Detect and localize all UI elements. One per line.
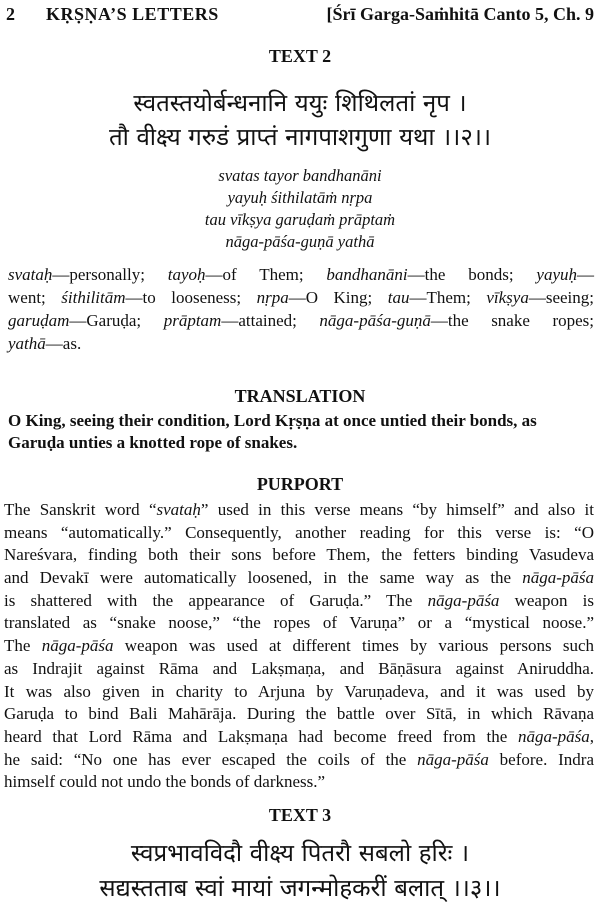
canto-reference: [Śrī Garga-Saṁhitā Canto 5, Ch. 9: [326, 4, 594, 24]
purport-line: [4, 567, 594, 590]
purport-fragment: ” used in this verse means “by himself” and also it: [200, 500, 594, 519]
verse-2-devanagari-line-1: स्वतस्तयोर्बन्धनानि ययुः शिथिलतां नृप ।: [133, 89, 467, 117]
purport-line: himself could not undo the bonds of darkness.”: [4, 772, 326, 792]
purport-term: nāga-pāśa: [517, 726, 590, 746]
purport-text: [4, 499, 594, 794]
synonym-meaning: —: [577, 265, 594, 284]
synonym-term: nāga-pāśa-guṇā: [319, 311, 431, 330]
synonym-meaning: —as.: [45, 334, 82, 353]
text-3-heading: TEXT 3: [268, 805, 332, 825]
transliteration-line: nāga-pāśa-guṇā yathā: [225, 232, 375, 251]
synonym-term: svataḥ: [8, 265, 53, 284]
synonym-term: tau: [387, 288, 410, 307]
purport-line: It was also given in charity to Arjuna by Varuṇadeva, and it was used by: [4, 681, 594, 701]
synonym-meaning: —Them;: [409, 288, 487, 307]
purport-term: nāga-pāśa: [41, 636, 114, 656]
book-title: KṚṢṆA’S LETTERS: [46, 4, 219, 24]
synonym-term: bandhanāni: [326, 265, 408, 284]
purport-line: Garuḍa to bind Bali Mahārāja. During the battle over Sītā, in which Rāvaṇa: [4, 704, 594, 724]
purport-line: [4, 590, 594, 613]
purport-line: [4, 499, 594, 522]
purport-line: translated as “snake noose,” “the ropes of Varuṇa” or a “mystical noose.”: [4, 613, 594, 633]
verse-2-devanagari-line-2: तौ वीक्ष्य गरुडं प्राप्तं नागपाशगुणा यथा ।।२।।: [108, 123, 492, 151]
transliteration-line: tau vīkṣya garuḍaṁ prāptaṁ: [204, 210, 396, 229]
transliteration-line: yayuḥ śithilatāṁ nṛpa: [227, 188, 373, 207]
synonym-term: yathā: [8, 334, 46, 353]
purport-term: nāga-pāśa: [427, 590, 500, 610]
verse-3-devanagari-line-1: स्वप्रभावविदौ वीक्ष्य पितरौ सबलो हरिः ।: [130, 839, 470, 867]
synonym-meaning: went;: [8, 288, 62, 307]
word-for-word-synonyms: [8, 263, 594, 355]
synonyms-line: [8, 263, 594, 286]
purport-fragment: before. Indra: [488, 749, 594, 769]
purport-fragment: weapon was used at different times by various persons such: [113, 636, 594, 656]
verse-3-devanagari-line-2: सद्यस्तताब स्वां मायां जगन्मोहकरीं बलात् ।।३।।: [99, 874, 501, 902]
purport-fragment: The Sanskrit word “: [4, 500, 157, 519]
synonym-term: nṛpa: [256, 288, 289, 307]
synonym-term: garuḍam: [8, 311, 70, 330]
purport-line: [4, 726, 594, 749]
synonym-meaning: —personally;: [52, 265, 168, 284]
synonyms-line: [8, 332, 594, 355]
purport-term: svataḥ: [156, 500, 201, 519]
purport-fragment: and Devakī were automatically loosened, in the same way as the: [4, 568, 523, 588]
purport-fragment: he said: “No one has ever escaped the coils of the: [4, 749, 418, 769]
purport-term: nāga-pāśa: [522, 568, 594, 588]
purport-fragment: heard that Lord Rāma and Lakṣmaṇa had become freed from the: [4, 726, 518, 746]
synonym-meaning: —seeing;: [528, 288, 594, 307]
synonym-meaning: —to looseness;: [125, 288, 257, 307]
synonym-meaning: —of Them;: [205, 265, 327, 284]
purport-line: as Indrajit against Rāma and Lakṣmaṇa, and Bāṇāsura against Aniruddha.: [4, 658, 594, 678]
purport-fragment: ,: [589, 726, 594, 746]
synonym-meaning: —Garuḍa;: [69, 311, 164, 330]
purport-heading: PURPORT: [256, 474, 344, 494]
synonym-term: vīkṣya: [486, 288, 529, 307]
translation-text: [8, 410, 594, 454]
text-2-heading: TEXT 2: [268, 46, 332, 66]
running-header: [6, 4, 594, 26]
synonym-meaning: —O King;: [288, 288, 388, 307]
synonym-term: prāptam: [163, 311, 222, 330]
purport-fragment: weapon is: [499, 590, 594, 610]
synonyms-line: [8, 286, 594, 309]
synonym-term: śithilitām: [61, 288, 126, 307]
verse-2-transliteration: [0, 165, 600, 253]
synonym-meaning: —attained;: [221, 311, 320, 330]
synonyms-line: [8, 309, 594, 332]
translation-line: Garuḍa unties a knotted rope of snakes.: [8, 433, 298, 452]
purport-line: Nareśvara, finding both their sons before Them, the fetters binding Vasudeva: [4, 545, 594, 565]
purport-line: means “automatically.” Consequently, another reading for this verse is: “O: [4, 522, 594, 542]
synonym-term: yayuḥ: [536, 265, 577, 284]
synonym-meaning: —the snake ropes;: [430, 311, 594, 330]
transliteration-line: svatas tayor bandhanāni: [218, 166, 382, 185]
translation-heading: TRANSLATION: [234, 386, 366, 406]
purport-term: nāga-pāśa: [417, 749, 489, 769]
synonym-meaning: —the bonds;: [407, 265, 537, 284]
page-number: 2: [6, 4, 15, 24]
purport-line: [4, 749, 594, 772]
purport-line: [4, 635, 594, 658]
purport-fragment: is shattered with the appearance of Garuḍa.” The: [4, 590, 428, 610]
translation-line: O King, seeing their condition, Lord Kṛṣṇa at once untied their bonds, as: [8, 411, 537, 430]
synonym-term: tayoḥ: [167, 265, 206, 284]
purport-fragment: The: [4, 636, 42, 656]
